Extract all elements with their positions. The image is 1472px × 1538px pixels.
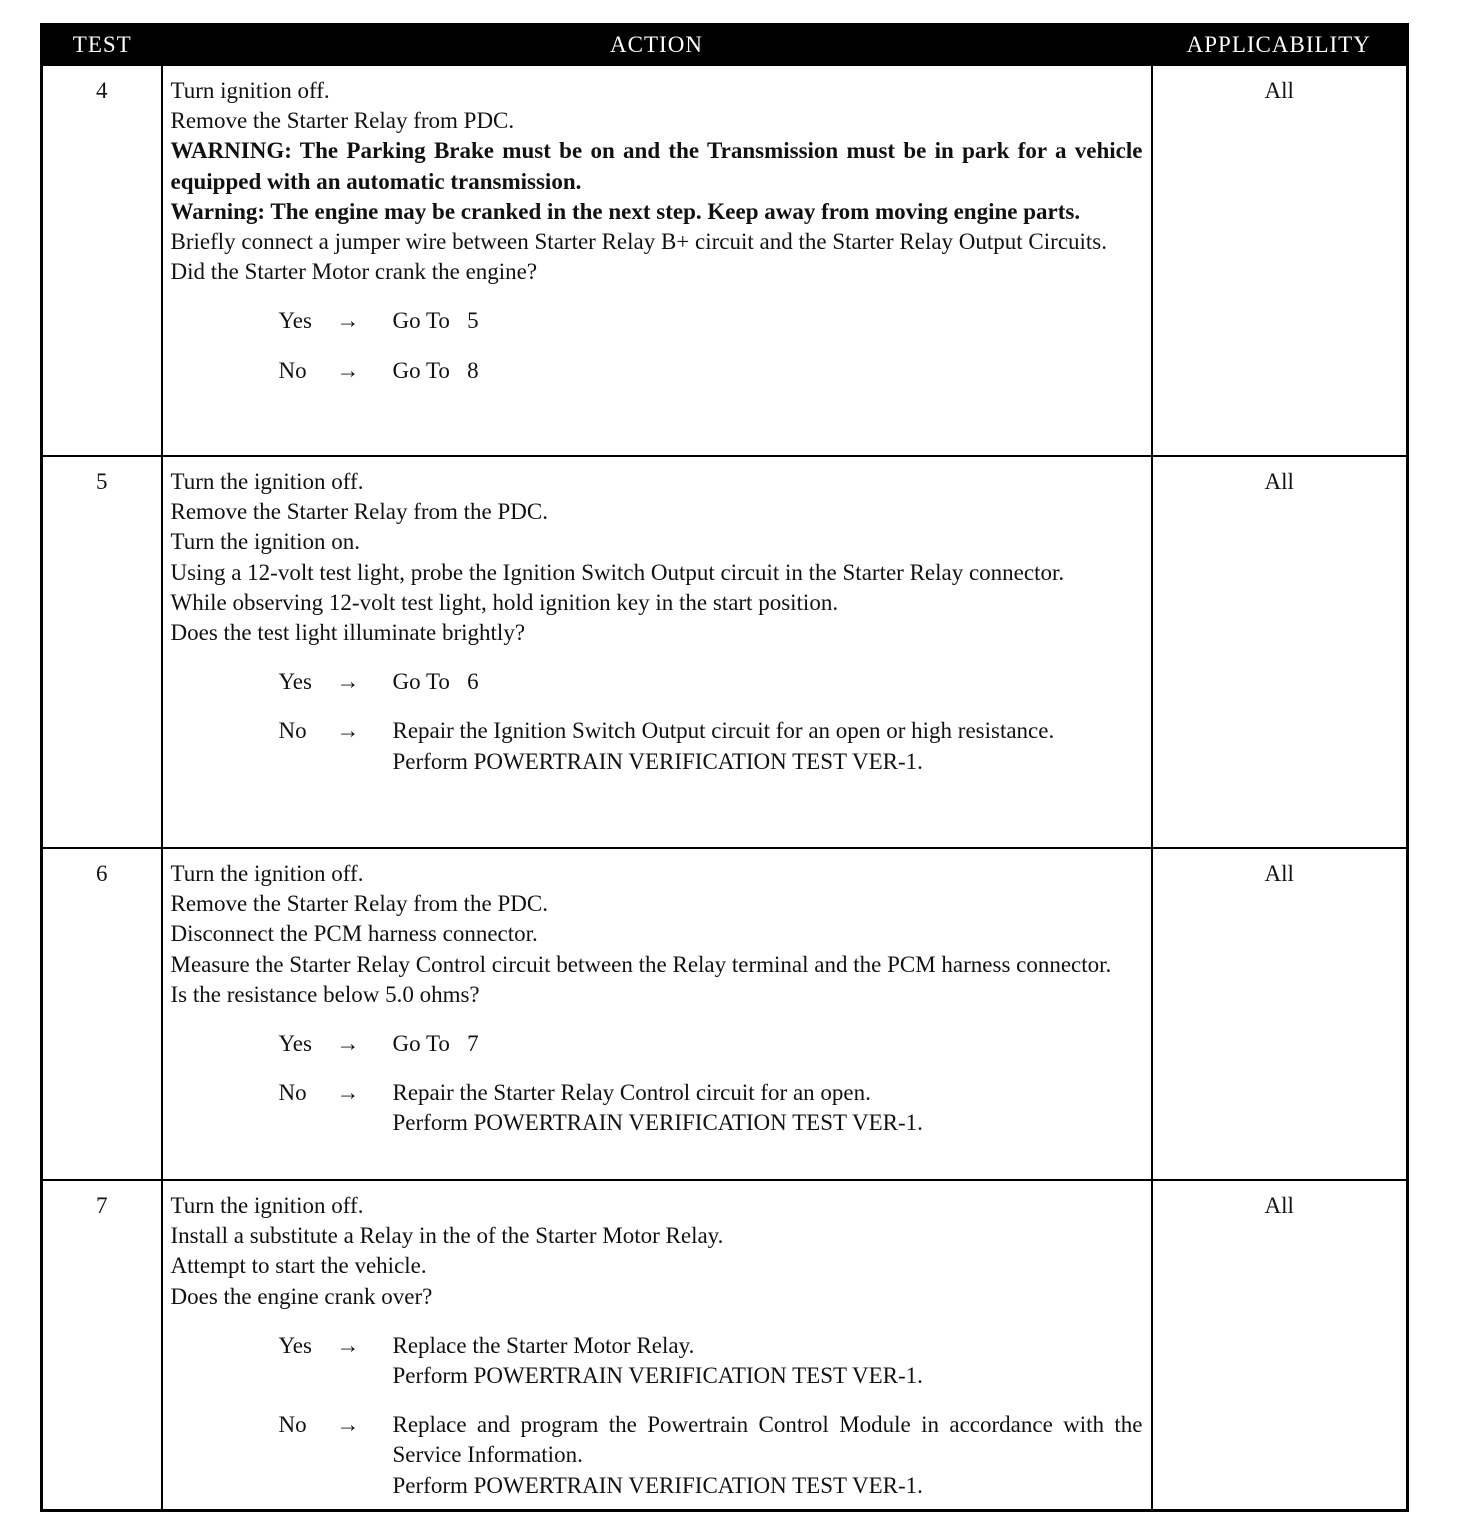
- outcome-body: [393, 1078, 1143, 1138]
- outcome-label: Yes: [278, 1332, 312, 1358]
- action-cell: [162, 456, 1152, 848]
- action-line: Remove the Starter Relay from the PDC.: [170, 499, 549, 525]
- test-number: 6: [42, 848, 162, 1180]
- arrow-icon: →: [336, 357, 360, 383]
- arrow-icon: →: [336, 1332, 360, 1358]
- arrow-icon: →: [336, 669, 360, 695]
- outcome-text: Go To 7: [392, 1031, 479, 1057]
- outcome-text-2: Perform POWERTRAIN VERIFICATION TEST VER-1.: [392, 1472, 923, 1498]
- action-line: Disconnect the PCM harness connector.: [170, 921, 538, 947]
- action-line: Did the Starter Motor crank the engine?: [170, 259, 538, 285]
- outcome-label: Yes: [278, 1031, 312, 1057]
- table-row: [42, 848, 1408, 1180]
- outcome-text: Replace the Starter Motor Relay.: [392, 1332, 695, 1358]
- outcome-no: [279, 1410, 1143, 1501]
- arrow-icon: →: [336, 1031, 360, 1057]
- table-row: [42, 65, 1408, 456]
- outcome-yes: [279, 1331, 1143, 1391]
- outcome-text: Replace and program the Powertrain Control Module in accordance with the Service Information.: [392, 1412, 1143, 1468]
- outcome-yes: [279, 667, 1143, 697]
- header-applicability: APPLICABILITY: [1152, 25, 1408, 66]
- arrow-icon: →: [336, 718, 360, 744]
- action-line: Attempt to start the vehicle.: [170, 1253, 427, 1279]
- outcome-label: No: [278, 718, 307, 744]
- test-number: 4: [42, 65, 162, 456]
- diagnostic-test-table: [40, 23, 1409, 1512]
- outcomes: [171, 306, 1143, 385]
- test-number: 7: [42, 1180, 162, 1510]
- arrow-icon: →: [336, 1412, 360, 1438]
- action-line: Install a substitute a Relay in the of the Starter Motor Relay.: [170, 1223, 724, 1249]
- outcome-text: Go To 6: [392, 669, 479, 695]
- action-line: Using a 12-volt test light, probe the Ignition Switch Output circuit in the Starter Relay connector.: [170, 559, 1065, 585]
- outcome-text-2: Perform POWERTRAIN VERIFICATION TEST VER-1.: [392, 1110, 923, 1136]
- action-line: Turn the ignition off.: [170, 861, 364, 886]
- action-line: Turn the ignition off.: [170, 1193, 364, 1218]
- outcome-text: Go To 5: [392, 308, 479, 334]
- warning-text: Warning: The engine may be cranked in the next step. Keep away from moving engine parts.: [170, 198, 1081, 224]
- outcome-text-2: Perform POWERTRAIN VERIFICATION TEST VER-1.: [392, 748, 923, 774]
- outcome-yes: [279, 1029, 1143, 1059]
- warning-text: WARNING: The Parking Brake must be on and the Transmission must be in park for a vehicle equipped with an automatic transmission.: [170, 138, 1143, 194]
- outcome-body: [393, 1331, 1143, 1391]
- applicability-value: All: [1152, 456, 1408, 848]
- applicability-value: All: [1152, 65, 1408, 456]
- action-line: Turn the ignition off.: [170, 469, 364, 494]
- arrow-icon: →: [336, 1080, 360, 1106]
- outcomes: [171, 1331, 1143, 1501]
- outcome-text-2: Perform POWERTRAIN VERIFICATION TEST VER-1.: [392, 1363, 923, 1389]
- action-line: Briefly connect a jumper wire between Starter Relay B+ circuit and the Starter Relay Output Circuits.: [170, 229, 1108, 255]
- outcome-label: No: [278, 357, 307, 383]
- action-line: Is the resistance below 5.0 ohms?: [170, 981, 480, 1007]
- outcomes: [171, 667, 1143, 777]
- header-action: ACTION: [162, 25, 1152, 66]
- table-row: [42, 1180, 1408, 1510]
- action-line: Does the engine crank over?: [170, 1283, 433, 1309]
- action-line: Measure the Starter Relay Control circuit between the Relay terminal and the PCM harness connector.: [170, 951, 1112, 977]
- outcome-label: Yes: [278, 669, 312, 695]
- outcome-no: [279, 716, 1143, 776]
- action-cell: [162, 1180, 1152, 1510]
- action-line: Remove the Starter Relay from PDC.: [170, 108, 515, 134]
- outcome-text: Repair the Ignition Switch Output circuit for an open or high resistance.: [392, 718, 1055, 744]
- action-line: While observing 12-volt test light, hold ignition key in the start position.: [170, 589, 839, 615]
- outcome-label: No: [278, 1412, 307, 1438]
- outcome-body: [393, 1410, 1143, 1501]
- outcomes: [171, 1029, 1143, 1139]
- outcome-text: Repair the Starter Relay Control circuit for an open.: [392, 1080, 871, 1106]
- outcome-text: Go To 8: [392, 357, 479, 383]
- outcome-label: Yes: [278, 308, 312, 334]
- action-line: Does the test light illuminate brightly?: [170, 620, 526, 646]
- action-line: Turn the ignition on.: [170, 529, 361, 555]
- arrow-icon: →: [336, 308, 360, 334]
- outcome-body: [393, 716, 1143, 776]
- action-line: Remove the Starter Relay from the PDC.: [170, 891, 549, 917]
- action-cell: [162, 65, 1152, 456]
- outcome-no: [279, 356, 1143, 386]
- table-row: [42, 456, 1408, 848]
- applicability-value: All: [1152, 1180, 1408, 1510]
- outcome-no: [279, 1078, 1143, 1138]
- outcome-label: No: [278, 1080, 307, 1106]
- header-test: TEST: [42, 25, 162, 66]
- outcome-yes: [279, 306, 1143, 336]
- applicability-value: All: [1152, 848, 1408, 1180]
- action-line: Turn ignition off.: [170, 78, 330, 103]
- action-cell: [162, 848, 1152, 1180]
- header-row: [42, 25, 1408, 66]
- test-number: 5: [42, 456, 162, 848]
